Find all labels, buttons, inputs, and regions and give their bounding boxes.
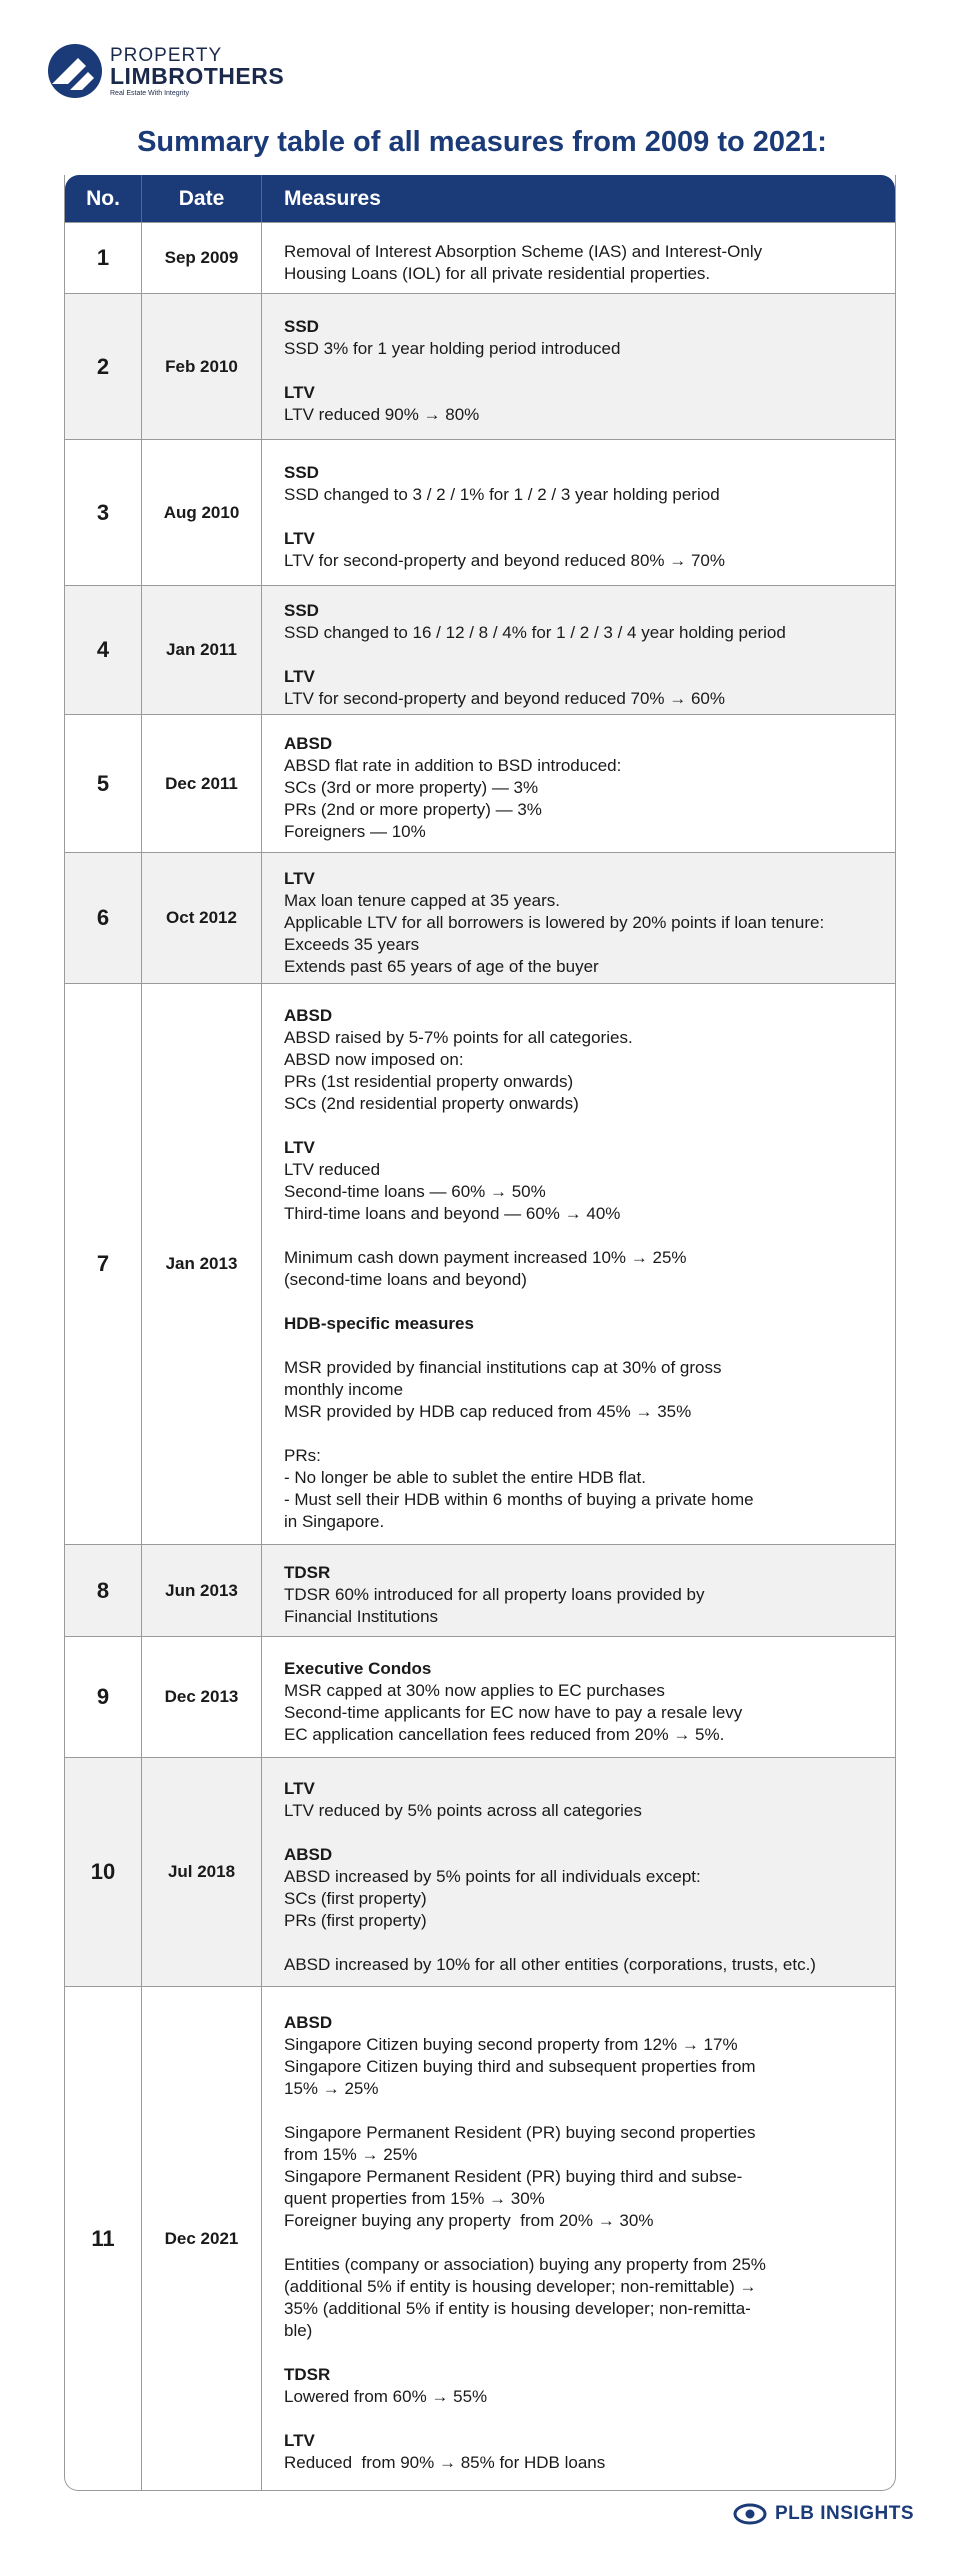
row-number: 5	[65, 715, 142, 852]
row-measures	[262, 1637, 895, 1757]
measure-line: Housing Loans (IOL) for all private residential properties.	[284, 263, 711, 283]
measure-line: Exceeds 35 years	[284, 934, 420, 954]
measure-heading: LTV	[284, 1778, 315, 1798]
measure-line: Second-time loans — 60% → 50%	[284, 1181, 546, 1201]
row-date: Sep 2009	[142, 223, 262, 293]
table-header	[65, 175, 895, 222]
measure-line: Singapore Permanent Resident (PR) buying second properties	[284, 2123, 756, 2142]
measure-heading: LTV	[284, 868, 315, 888]
measure-line	[284, 360, 881, 382]
row-number: 7	[65, 984, 142, 1544]
measure-line: (second-time loans and beyond)	[284, 1269, 527, 1289]
measure-line	[284, 2100, 881, 2122]
row-measures	[262, 223, 895, 293]
measure-line	[284, 1423, 881, 1445]
table-row	[65, 714, 895, 852]
measure-line: Entities (company or association) buying any property from 25%	[284, 2255, 766, 2274]
header-no: No.	[65, 175, 142, 222]
measure-line: SSD 3% for 1 year holding period introduced	[284, 339, 621, 358]
table-row	[65, 1544, 895, 1636]
measure-line: ABSD now imposed on:	[284, 1049, 464, 1069]
table-row	[65, 983, 895, 1544]
measure-line: Second-time applicants for EC now have to pay a resale levy	[284, 1702, 743, 1722]
row-date: Dec 2011	[142, 715, 262, 852]
measure-line: EC application cancellation fees reduced from 20% → 5%.	[284, 1724, 725, 1744]
row-date: Jan 2011	[142, 586, 262, 714]
table-row	[65, 439, 895, 585]
header-date: Date	[142, 175, 262, 222]
measure-line: ABSD flat rate in addition to BSD introduced:	[284, 756, 622, 775]
row-measures	[262, 586, 895, 714]
measure-line	[284, 1335, 881, 1357]
measure-line: PRs (2nd or more property) — 3%	[284, 800, 542, 819]
measure-line: MSR capped at 30% now applies to EC purchases	[284, 1680, 665, 1700]
measure-line: LTV reduced 90% → 80%	[284, 405, 480, 424]
measure-heading: LTV	[284, 2431, 315, 2450]
row-measures	[262, 1758, 895, 1986]
brand-logo-icon	[48, 44, 102, 98]
header-measures: Measures	[284, 186, 381, 210]
row-date: Jun 2013	[142, 1545, 262, 1636]
footer-brand	[733, 2503, 914, 2525]
measure-line: Minimum cash down payment increased 10% → 25%	[284, 1247, 687, 1267]
measure-heading: ABSD	[284, 2013, 333, 2032]
measure-line: in Singapore.	[284, 1511, 385, 1531]
measure-line: 35% (additional 5% if entity is housing developer; non-remitta-	[284, 2299, 751, 2318]
row-date: Aug 2010	[142, 440, 262, 585]
brand-tagline: Real Estate With Integrity	[110, 89, 189, 97]
row-number: 3	[65, 440, 142, 585]
measure-line: Applicable LTV for all borrowers is lowered by 20% points if loan tenure:	[284, 912, 825, 932]
measure-line: from 15% → 25%	[284, 2145, 418, 2164]
row-date: Oct 2012	[142, 853, 262, 983]
table-row	[65, 1757, 895, 1986]
row-number: 8	[65, 1545, 142, 1636]
measure-line: SCs (3rd or more property) — 3%	[284, 778, 539, 797]
measure-line: Third-time loans and beyond — 60% → 40%	[284, 1203, 621, 1223]
row-measures	[262, 715, 895, 852]
measure-line: SCs (2nd residential property onwards)	[284, 1093, 579, 1113]
row-measures	[262, 294, 895, 439]
row-number: 10	[65, 1758, 142, 1986]
measure-heading: LTV	[284, 666, 315, 686]
measure-line: Removal of Interest Absorption Scheme (IAS) and Interest-Only	[284, 241, 763, 261]
table-row	[65, 1636, 895, 1757]
measure-line: ble)	[284, 2321, 313, 2340]
measure-line	[284, 1115, 881, 1137]
measure-line: monthly income	[284, 1379, 404, 1399]
measure-line: Lowered from 60% → 55%	[284, 2387, 488, 2406]
measure-line	[284, 2232, 881, 2254]
measure-heading: SSD	[284, 317, 319, 336]
row-date: Jan 2013	[142, 984, 262, 1544]
measure-line: - Must sell their HDB within 6 months of buying a private home	[284, 1489, 754, 1509]
measure-heading: ABSD	[284, 1005, 333, 1025]
measure-line: Singapore Permanent Resident (PR) buying third and subse-	[284, 2167, 743, 2186]
measure-line: Extends past 65 years of age of the buyer	[284, 956, 599, 976]
row-number: 9	[65, 1637, 142, 1757]
brand-top-text: PROPERTY	[110, 44, 223, 66]
measure-line: PRs (1st residential property onwards)	[284, 1071, 574, 1091]
measure-line: SCs (first property)	[284, 1888, 427, 1908]
measure-line	[284, 2342, 881, 2364]
measure-line	[284, 506, 881, 528]
brand-header	[48, 44, 284, 98]
row-number: 1	[65, 223, 142, 293]
measure-heading: TDSR	[284, 1563, 331, 1582]
measure-line	[284, 1291, 881, 1313]
measure-line: LTV reduced	[284, 1159, 381, 1179]
measure-line	[284, 644, 881, 666]
brand-name: LIMBROTHERS	[110, 62, 285, 89]
measure-heading: SSD	[284, 463, 319, 482]
row-date: Feb 2010	[142, 294, 262, 439]
measure-line	[284, 1932, 881, 1954]
measure-line: TDSR 60% introduced for all property loans provided by	[284, 1585, 705, 1604]
measure-line: ABSD raised by 5-7% points for all categories.	[284, 1027, 633, 1047]
measure-line: LTV for second-property and beyond reduced 80% → 70%	[284, 551, 726, 570]
measure-heading: LTV	[284, 1137, 315, 1157]
row-measures	[262, 853, 895, 983]
measure-line: quent properties from 15% → 30%	[284, 2189, 545, 2208]
row-measures	[262, 1545, 895, 1636]
measure-line: Singapore Citizen buying third and subsequent properties from	[284, 2057, 756, 2076]
row-date: Dec 2013	[142, 1637, 262, 1757]
measure-line: LTV reduced by 5% points across all categories	[284, 1800, 642, 1820]
row-measures	[262, 1987, 895, 2490]
measure-line: PRs:	[284, 1445, 321, 1465]
table-body	[65, 222, 895, 2490]
table-row	[65, 222, 895, 293]
measure-heading: ABSD	[284, 734, 333, 753]
measure-line: 15% → 25%	[284, 2079, 379, 2098]
row-measures	[262, 984, 895, 1544]
measure-line: ABSD increased by 10% for all other entities (corporations, trusts, etc.)	[284, 1954, 816, 1974]
measure-line	[284, 2408, 881, 2430]
measure-line: - No longer be able to sublet the entire HDB flat.	[284, 1467, 646, 1487]
measure-line: Financial Institutions	[284, 1607, 439, 1626]
measure-line	[284, 1225, 881, 1247]
measure-line: Reduced from 90% → 85% for HDB loans	[284, 2453, 606, 2472]
measure-line: Foreigner buying any property from 20% → 30%	[284, 2211, 654, 2230]
row-number: 6	[65, 853, 142, 983]
measure-line: Foreigners — 10%	[284, 822, 426, 841]
plb-eye-icon	[733, 2503, 767, 2525]
measure-heading: ABSD	[284, 1844, 333, 1864]
measure-heading: Executive Condos	[284, 1658, 432, 1678]
row-number: 11	[65, 1987, 142, 2490]
measure-line: ABSD increased by 5% points for all individuals except:	[284, 1866, 701, 1886]
measure-heading: LTV	[284, 383, 315, 402]
table-row	[65, 1986, 895, 2490]
measure-line: SSD changed to 3 / 2 / 1% for 1 / 2 / 3 year holding period	[284, 485, 720, 504]
measure-heading: SSD	[284, 600, 319, 620]
measure-heading: TDSR	[284, 2365, 331, 2384]
row-measures	[262, 440, 895, 585]
row-date: Jul 2018	[142, 1758, 262, 1986]
measure-heading: LTV	[284, 529, 315, 548]
measure-line	[284, 1822, 881, 1844]
table-row	[65, 852, 895, 983]
page-title: Summary table of all measures from 2009 to 2021:	[137, 126, 827, 158]
measure-line: MSR provided by HDB cap reduced from 45% → 35%	[284, 1401, 692, 1421]
table-row	[65, 585, 895, 714]
row-date: Dec 2021	[142, 1987, 262, 2490]
measure-line: MSR provided by financial institutions cap at 30% of gross	[284, 1357, 722, 1377]
table-row	[65, 293, 895, 439]
row-number: 4	[65, 586, 142, 714]
row-number: 2	[65, 294, 142, 439]
footer-label: PLB INSIGHTS	[774, 2503, 914, 2524]
measure-line: SSD changed to 16 / 12 / 8 / 4% for 1 / 2 / 3 / 4 year holding period	[284, 622, 786, 642]
measure-line: (additional 5% if entity is housing developer; non-remittable) →	[284, 2277, 757, 2296]
measure-line: LTV for second-property and beyond reduced 70% → 60%	[284, 688, 726, 708]
measures-table	[64, 175, 896, 2491]
measure-line: PRs (first property)	[284, 1910, 427, 1930]
measure-line: Max loan tenure capped at 35 years.	[284, 890, 560, 910]
measure-heading: HDB-specific measures	[284, 1313, 474, 1333]
measure-line: Singapore Citizen buying second property from 12% → 17%	[284, 2035, 738, 2054]
